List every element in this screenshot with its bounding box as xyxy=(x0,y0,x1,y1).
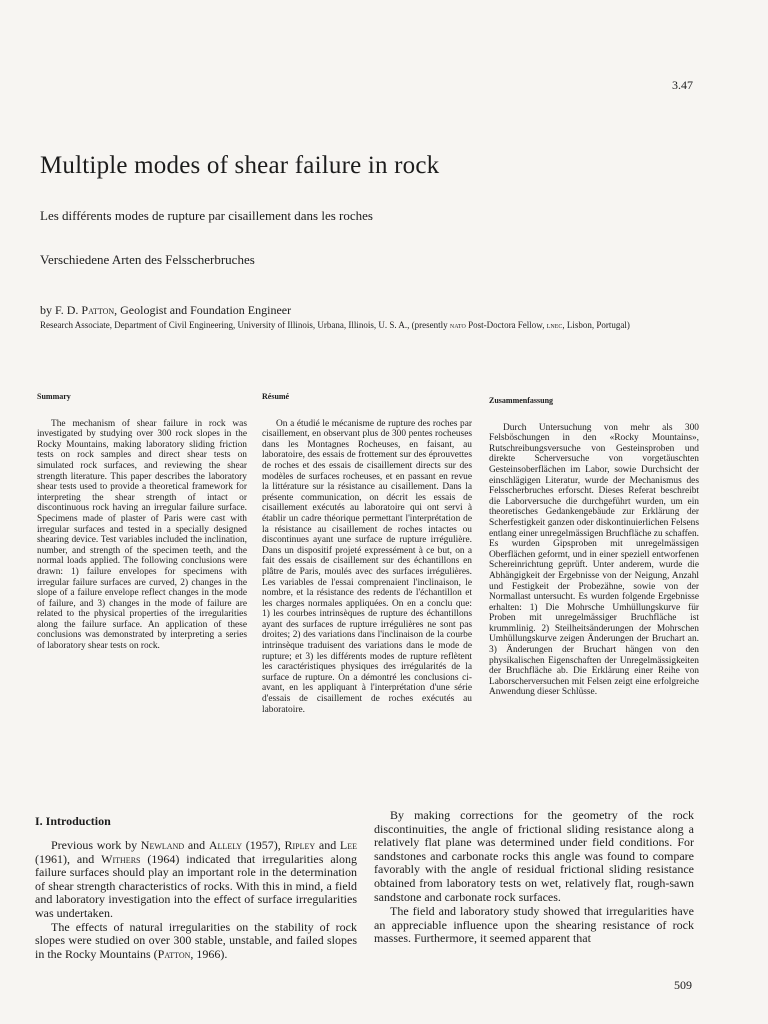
text-run: (1957), xyxy=(242,838,285,852)
author-affiliation xyxy=(40,320,720,331)
abstract-zusammenfassung xyxy=(489,396,699,698)
section-heading-introduction: I. Introduction xyxy=(35,814,111,828)
affiliation-text: Research Associate, Department of Civil Engineering, University of Illinois, Urbana, Illinois, U. S. A., (presently xyxy=(40,320,450,330)
text-run: The effects of natural irregularities on the stability of rock slopes were studied on over 300 stable, unstable, and failed slopes in the Rocky Mountains ( xyxy=(35,919,357,961)
text-run: , 1966). xyxy=(190,946,228,961)
affiliation-text: Post-Doctora Fellow, xyxy=(465,320,547,330)
intro-paragraph: The field and laboratory study showed that irregularities have an appreciable influence upon the shearing resistance of rock masses. Furthermore, it seemed apparent that xyxy=(374,904,694,946)
text-run: Previous work by xyxy=(51,838,141,852)
author-role: , Geologist and Foundation Engineer xyxy=(114,303,292,317)
header-page-reference: 3.47 xyxy=(672,78,693,92)
intro-right-column xyxy=(374,809,694,946)
citation-author: Withers xyxy=(101,851,141,866)
citation-author: Ripley xyxy=(284,838,316,852)
intro-left-column xyxy=(35,839,357,961)
text-run: (1961), and xyxy=(35,851,102,866)
citation-author: Newland xyxy=(140,838,185,852)
author-name: Patton xyxy=(81,303,115,317)
text-run: and xyxy=(315,838,340,852)
page-number: 509 xyxy=(674,978,692,992)
resume-heading: Résumé xyxy=(262,392,290,401)
subtitle-french: Les différents modes de rupture par cisaillement dans les roches xyxy=(40,208,373,223)
intro-paragraph xyxy=(35,921,357,962)
author-prefix: by F. D. xyxy=(40,303,82,317)
affiliation-nato: nato xyxy=(449,320,466,330)
paper-title: Multiple modes of shear failure in rock xyxy=(40,152,440,179)
citation-author: Allely xyxy=(208,838,243,852)
citation-author: Lee xyxy=(339,838,358,852)
zusammenfassung-heading: Zusammenfassung xyxy=(489,396,554,405)
intro-paragraph xyxy=(35,839,357,921)
affiliation-text: , Lisbon, Portugal) xyxy=(562,320,630,330)
abstract-summary xyxy=(37,392,247,652)
zusammenfassung-text: Durch Untersuchung von mehr als 300 Felsböschungen in den «Rocky Mountains», Rutschreibungsversuche von Gesteinsproben und direkte Scherversuche von vorgetäuschten Gesteinsoberflächen im Labor, sowie Durchsicht der einschlägigen Literatur, wurde der Mechanismus des Felsscherbruches erforscht. Dieses Referat beschreibt die Laborversuche die durchgeführt wurden, um ein theoretisches Gedankengebäude zur Erklärung der Scherfestigkeit ganzen oder diskontinuierlichen Felsens entlang einer unregelmässigen Bruchfläche zu schaffen. Es wurden Gipsproben mit unregelmässigen Oberflächen geformt, und in einer speziell entworfenen Schereinrichtung geprüft. Unter anderem, wurde die Abhängigkeit der Ergebnisse von der Neigung, Anzahl und Festigkeit der Probezähne, sowie von der Normallast untersucht. Es wurden folgende Ergebnisse erhalten: 1) Die Mohrsche Umhüllungskurve für Proben mit unregelmässiger Bruchfläche ist krummlinig. 2) Steilheitsänderungen der Mohrschen Umhüllungskurve zeigen Änderungen der Bruchart an. 3) Änderungen der Bruchart hängen von den physikalischen Eigenschaften der Unregelmässigkeiten der Bruchfläche ab. Die Erklärung einer Reihe von Laborscherversuchen mit Felsen zeigt eine erfolgreiche Anwendung dieser Schlüsse. xyxy=(489,422,699,698)
text-run: (1964) indicated that irregularities along failure surfaces should play an important role in the determination of shear strength characteristics of rocks. With this in mind, a field and laboratory investigation into the effect of surface irregularities was undertaken. xyxy=(35,851,357,920)
summary-text: The mechanism of shear failure in rock was investigated by studying over 300 rock slopes in the Rocky Mountains, making laboratory sliding friction tests on rock samples and direct shear tests on simulated rock surfaces, and reviewing the shear strength literature. This paper describes the laboratory shear tests used to provide a theoretical framework for interpreting the shear strength of intact or discontinuous rock having an irregular failure surface. Specimens made of plaster of Paris were cast with irregular surfaces and tested in a specially designed shearing device. Test variables included the inclination, number, and strength of the specimen teeth, and the normal loads applied. The following conclusions were drawn: 1) failure envelopes for specimens with irregular failure surfaces are curved, 2) changes in the slope of a failure envelope reflect changes in the mode of failure, and 3) changes in the mode of failure are related to the physical properties of the irregularities along the failure surface. An application of these conclusions was demonstrated by interpreting a series of laboratory shear tests on rock. xyxy=(37,418,247,652)
resume-text: On a étudié le mécanisme de rupture des roches par cisaillement, en observant plus de 300 pentes rocheuses dans les Montagnes Rocheuses, en faisant, au laboratoire, des essais de frottement sur des éprouvettes de roches et des essais de cisaillement directs sur des modèles de surfaces rocheuses, et en passant en revue la littérature sur la résistance au cisaillement. Dans la présente communication, on décrit les essais de cisaillement exécutés au laboratoire qui ont servi à établir un cadre théorique permettant l'interprétation de la résistance au cisaillement de roches intactes ou discontinues ayant une surface de rupture irrégulière. Dans un dispositif projeté expressément à ce but, on a fait des essais de cisaillement sur des échantillons en plâtre de Paris, moulés avec des surfaces irrégulières. Les variables de l'essai comprenaient l'inclinaison, le nombre, et la résistance des redents de l'échantillon et les charges normales appliquées. On en a conclu que: 1) les courbes intrinsèques de rupture des échantillons ayant des surfaces de rupture irrégulières ne sont pas droites; 2) des variations dans l'inclinaison de la courbe intrinsèque traduisent des variations dans le mode de rupture; et 3) les différents modes de rupture reflètent les caractéristiques physiques des irrégularités de la surface de rupture. On a démontré les conclusions ci-avant, en les appliquant à l'interprétation d'une série d'essais de cisaillement de roches exécutés au laboratoire. xyxy=(262,418,472,715)
text-run: and xyxy=(184,838,209,852)
subtitle-german: Verschiedene Arten des Felsscherbruches xyxy=(40,252,255,267)
affiliation-lnec: lnec xyxy=(546,320,563,330)
summary-heading: Summary xyxy=(37,392,71,401)
citation-author: Patton xyxy=(157,946,191,961)
abstract-resume xyxy=(262,392,472,715)
intro-paragraph: By making corrections for the geometry of the rock discontinuities, the angle of frictional sliding resistance along a relatively flat plane was determined under field conditions. For sandstones and carbonate rocks this angle was found to compare favorably with the angle of residual frictional sliding resistance obtained from laboratory tests on wet, relatively flat, rough-sawn sandstone and carbonate rock surfaces. xyxy=(374,808,694,904)
author-byline xyxy=(40,303,291,318)
